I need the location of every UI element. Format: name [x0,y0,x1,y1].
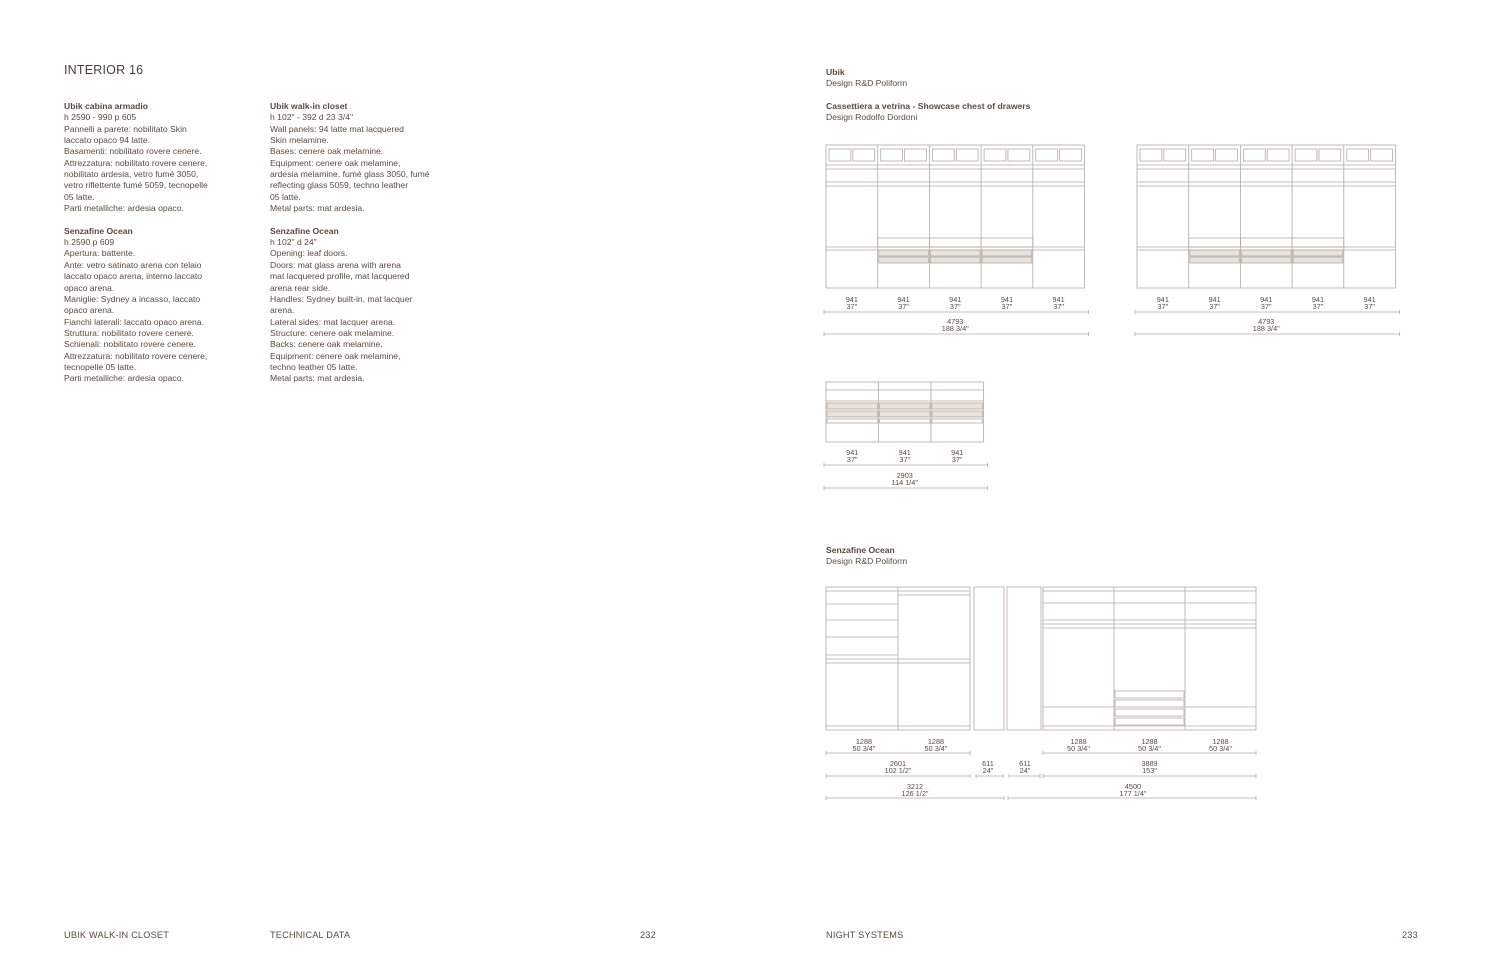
dimension-mm-label: 941 [1208,295,1221,304]
dimension-inch-label: 50 3/4" [924,744,948,753]
dimension-inch-label: 37" [1260,302,1272,311]
spec-line: Handles: Sydney built-in, mat lacquer [270,293,413,304]
dimension-inch-label: 37" [846,455,858,464]
storage-box [1036,149,1058,161]
side-inch-label: 24" [982,766,994,775]
total-inch-label: 188 3/4" [941,324,969,333]
dimension-mm-label: 941 [846,448,859,457]
spec-line: Parti metalliche: ardesia opaco. [64,203,184,214]
spec-line: Fianchi laterali: laccato opaco arena. [64,316,204,327]
drawer [1241,257,1291,263]
dimension-mm-label: 1288 [1212,737,1229,746]
spec-line: Bases: cenere oak melamine. [270,146,384,157]
dimension-inch-label: 50 3/4" [1067,744,1090,753]
dimension-mm-label: 941 [898,448,911,457]
spec-line: Structure: cenere oak melamine. [270,327,395,338]
drawer [932,419,983,423]
storage-box [1267,149,1289,161]
wardrobe-shelf [981,238,1033,247]
drawer [1190,250,1240,256]
spec-line: Doors: mat glass arena with arena [270,259,401,270]
spec-line: reflecting glass 5059, techno leather [270,180,409,191]
spec-line: Metal parts: mat ardesia. [270,373,365,384]
dimension-inch-label: 37" [951,455,963,464]
spec-line: laccato opaco arena, interno laccato [64,271,203,282]
dimension-mm-label: 1288 [927,737,945,746]
spec-line: Struttura: nobilitato rovere cenere. [64,327,194,338]
spec-line: laccato opaco 94 latte. [64,135,150,146]
storage-box [829,149,851,161]
wardrobe-frame [826,145,1085,288]
spec-line: Equipment: cenere oak melamine, [270,157,401,168]
spec-line: arena rear side. [270,282,331,293]
total-inch-label: 188 3/4" [1252,324,1280,333]
storage-box [932,149,954,161]
total-mm-label: 3212 [906,782,924,791]
spec-heading: Senzafine Ocean [270,225,339,236]
dimension-inch-label: 50 3/4" [1138,744,1161,753]
storage-box [1319,149,1341,161]
dimension-inch-label: 37" [846,302,858,311]
spec-line: h 102" - 392 d 23 3/4" [270,112,354,123]
spec-line: h 102" d 24" [270,237,317,248]
page-title: INTERIOR 16 [64,63,144,77]
dimension-mm-label: 941 [1363,295,1376,304]
spec-line: opaco arena. [64,282,115,293]
dimension-inch-label: 37" [1053,302,1065,311]
spec-line: Basamenti: nobilitato rovere cenere. [64,146,202,157]
drawer [982,257,1032,263]
dimension-inch-label: 50 3/4" [1209,744,1232,753]
spec-line: Skin melamine. [270,135,329,146]
dimension-inch-label: 37" [1312,302,1324,311]
spec-line: Ante: vetro satinato arena con telaio [64,259,202,270]
drawer [930,257,980,263]
storage-box [1164,149,1186,161]
spec-line: Wall panels: 94 latte mat lacquered [270,123,404,134]
spec-line: Metal parts: mat ardesia. [270,203,365,214]
drawer [1115,718,1184,725]
spec-line: Pannelli a parete: nobilitato Skin [64,123,187,134]
total-mm-label: 4500 [1124,782,1142,791]
dimension-mm-label: 1288 [1141,737,1158,746]
storage-box [984,149,1006,161]
ubik-name: Ubik [826,67,845,77]
wardrobe-shelf [1189,238,1241,247]
spec-line: 05 latte. [270,191,301,202]
drawer [827,403,878,409]
total-mm-label: 2903 [896,471,913,480]
storage-box [1243,149,1265,161]
spec-heading: Ubik walk-in closet [270,101,348,111]
drawer [982,250,1032,256]
wardrobe-shelf [1240,238,1292,247]
dimension-mm-label: 941 [1052,295,1065,304]
wardrobe-shelf [929,238,981,247]
footer-label-left: TECHNICAL DATA [270,930,351,940]
total-inch-label: 177 1/4" [1119,789,1147,798]
drawer [1115,691,1184,698]
storage-box [1371,149,1393,161]
spec-line: h 2590 - 990 p 605 [64,112,137,123]
drawer [880,419,931,423]
dimension-inch-label: 37" [1364,302,1376,311]
side-panel-left [974,587,1004,730]
side-mm-label: 611 [1019,759,1031,768]
wardrobe-shelf [1292,238,1344,247]
drawer [879,250,929,256]
spec-line: techno leather 05 latte. [270,361,358,372]
ubik-design: Design R&D Poliform [826,78,908,89]
senzafine-design: Design R&D Poliform [826,556,908,567]
storage-box [1295,149,1317,161]
wardrobe-frame [1137,145,1396,288]
storage-box [1216,149,1238,161]
spec-line: opaco arena. [64,305,115,316]
spec-heading: Senzafine Ocean [64,225,133,236]
spec-line: Apertura: battente. [64,248,136,259]
spec-line: Attrezzatura: nobilitato rovere cenere, [64,350,208,361]
drawer [827,419,878,423]
spec-line: ardesia melamine, fumé glass 3050, fumé [270,169,430,180]
dimension-inch-label: 37" [899,455,911,464]
spec-line: tecnopelle 05 latte. [64,361,137,372]
storage-box [1192,149,1214,161]
wardrobe-shelf [878,238,930,247]
spec-line: Parti metalliche: ardesia opaco. [64,373,184,384]
spec-heading: Ubik cabina armadio [64,101,149,111]
spec-line: Attrezzatura: nobilitato rovere cenere, [64,157,208,168]
storage-box [1140,149,1162,161]
spec-line: Maniglie: Sydney a incasso, laccato [64,293,201,304]
dimension-inch-label: 37" [1157,302,1169,311]
subtotal-mm-label: 2601 [889,759,907,768]
side-panel-right [1007,587,1041,730]
closet-right-frame [1043,587,1256,730]
dimension-inch-label: 37" [1001,302,1013,311]
showcase-name: Cassettiera a vetrina - Showcase chest of drawers [826,101,1031,111]
drawer [932,411,983,417]
senzafine-name: Senzafine Ocean [826,545,895,555]
dimension-mm-label: 941 [1000,295,1014,304]
dimension-mm-label: 941 [897,295,910,304]
spec-line: 05 latte. [64,191,95,202]
dimension-mm-label: 941 [1260,295,1273,304]
drawer [1190,257,1240,263]
total-mm-label: 4793 [947,317,964,326]
storage-box [853,149,875,161]
dimension-inch-label: 37" [898,302,909,311]
spec-line: arena. [270,305,295,316]
drawer [1115,700,1184,707]
drawer [1293,257,1343,263]
drawer [1241,250,1291,256]
spec-line: vetro riflettente fumé 5059, tecnopelle [64,180,208,191]
subtotal-mm-label: 3889 [1141,759,1158,768]
storage-box [956,149,978,161]
storage-box [905,149,927,161]
dimension-mm-label: 941 [1156,295,1169,304]
drawer [932,403,983,409]
drawer [1293,250,1343,256]
footer-page-number-left: 232 [640,930,656,940]
footer-section-right: NIGHT SYSTEMS [826,930,904,940]
drawer [879,257,929,263]
side-inch-label: 24" [1019,766,1031,775]
footer-page-number-right: 233 [1402,930,1418,940]
drawer [827,411,878,417]
dimension-mm-label: 1288 [855,737,873,746]
dimension-mm-label: 941 [845,295,858,304]
subtotal-inch-label: 102 1/2" [884,766,912,775]
dimension-inch-label: 37" [949,302,961,311]
spec-line: mat lacquered profile, mat lacquered [270,271,410,282]
side-mm-label: 611 [982,759,994,768]
drawer [880,403,931,409]
showcase-design: Design Rodolfo Dordoni [826,112,918,123]
storage-box [1060,149,1082,161]
spec-line: Schienali: nobilitato rovere cenere. [64,339,196,350]
storage-box [881,149,903,161]
total-inch-label: 126 1/2" [901,789,929,798]
spec-line: Lateral sides: mat lacquer arena. [270,316,396,327]
storage-box [1347,149,1369,161]
footer-section-left: UBIK WALK-IN CLOSET [64,930,170,940]
subtotal-inch-label: 153" [1142,766,1157,775]
dimension-inch-label: 37" [1209,302,1220,311]
dimension-mm-label: 941 [951,448,964,457]
total-inch-label: 114 1/4" [891,478,918,487]
drawer [880,411,931,417]
drawer [930,250,980,256]
spec-line: nobilitato ardesia, vetro fumé 3050, [64,169,199,180]
storage-box [1008,149,1030,161]
spec-line: Backs: cenere oak melamine. [270,339,383,350]
spec-line: Equipment: cenere oak melamine, [270,350,401,361]
dimension-inch-label: 50 3/4" [852,744,876,753]
spec-line: h 2590 p 609 [64,237,115,248]
total-mm-label: 4793 [1258,317,1275,326]
spec-line: Opening: leaf doors. [270,248,348,259]
dimension-mm-label: 1288 [1070,737,1087,746]
dimension-mm-label: 941 [1311,295,1325,304]
dimension-mm-label: 941 [949,295,962,304]
drawer [1115,709,1184,716]
